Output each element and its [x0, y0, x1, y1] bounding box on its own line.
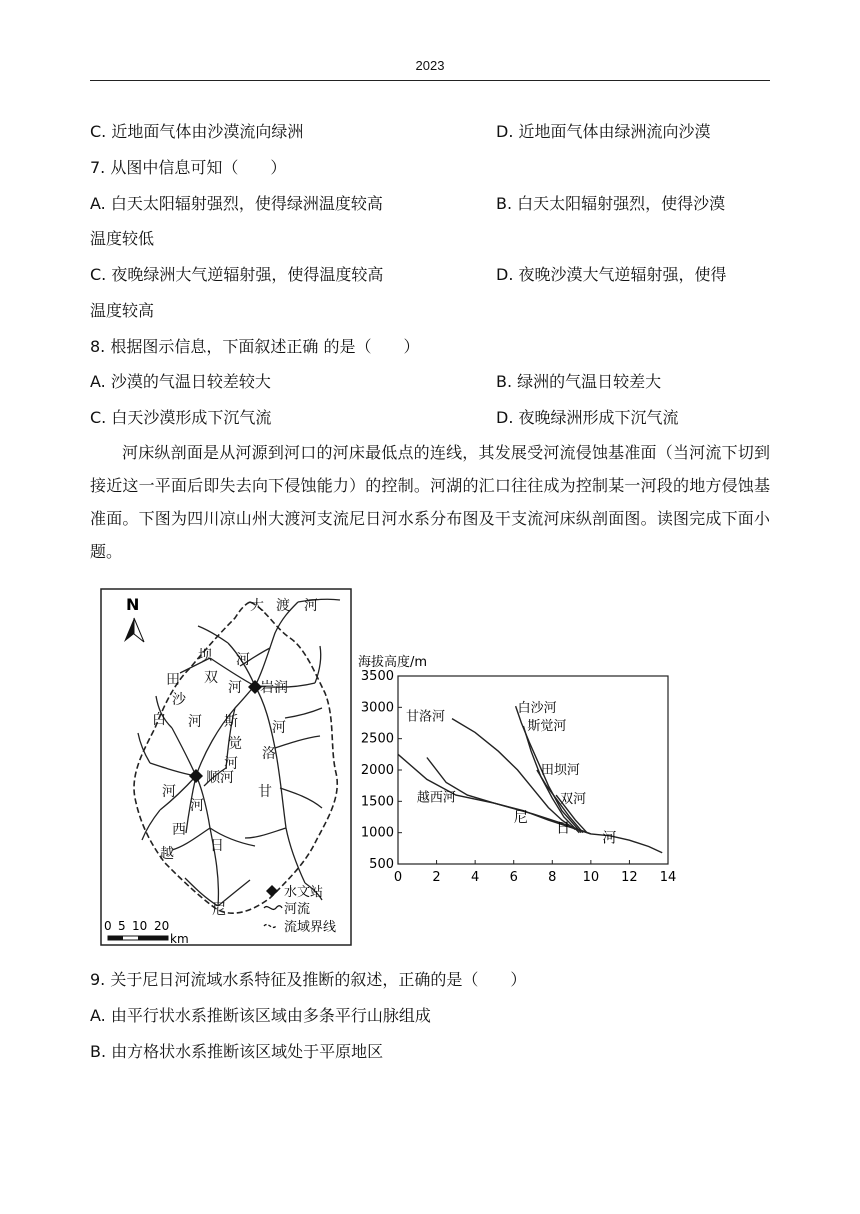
y-tick-label: 3500 [360, 669, 394, 684]
figure [100, 588, 680, 948]
series-labels [406, 700, 586, 807]
svg-text:河: 河 [162, 784, 176, 800]
x-tick-label: 2 [432, 870, 441, 885]
map-legend [264, 884, 336, 935]
svg-text:河: 河 [228, 680, 242, 696]
svg-text:0: 0 [104, 919, 112, 933]
svg-text:河: 河 [272, 720, 286, 736]
legend-boundary-label: 流域界线 [284, 920, 337, 935]
svg-text:斯: 斯 [224, 714, 238, 730]
q8-option-b: B. 绿洲的气温日较差大 [496, 372, 662, 391]
series-label: 斯觉河 [527, 719, 567, 735]
y-tick-label: 1500 [360, 794, 394, 810]
y-tick-label: 1000 [360, 825, 394, 841]
svg-text:坝: 坝 [198, 648, 212, 664]
q8-stem: 8. 根据图示信息，下面叙述正确 的是（ ） [90, 337, 420, 356]
svg-text:河: 河 [188, 714, 202, 730]
svg-text:河: 河 [224, 756, 238, 772]
x-tick-label: 0 [393, 870, 403, 885]
x-tick-label: 4 [471, 870, 480, 885]
series-label: 越西河 [416, 790, 456, 806]
svg-text:顺河: 顺河 [206, 770, 234, 786]
x-tick-label: 14 [659, 870, 677, 885]
legend-river-icon [264, 906, 282, 910]
x-tick-label: 8 [548, 870, 557, 885]
svg-text:西: 西 [172, 822, 186, 838]
chart-annotations [514, 810, 617, 847]
svg-text:尼: 尼 [212, 902, 226, 918]
svg-text:越: 越 [160, 846, 174, 862]
reading-intro: 河床纵剖面是从河源到河口的河床最低点的连线，其发展受河流侵蚀基准面（当河流下切到接近这一平面后即失去向下侵蚀能力）的控制。河湖的汇口往往成为控制某一河段的地方侵蚀基准面。下图为四川凉山州大渡河支流尼日河水系分布图及干支流河床纵剖面图。读图完成下面小题。 [90, 443, 770, 561]
profile-chart [358, 654, 676, 885]
svg-text:双: 双 [204, 670, 218, 686]
y-tick-label: 3000 [360, 700, 394, 716]
chart-annotation: 日 [556, 820, 571, 837]
north-arrow-icon-half [134, 618, 144, 642]
q8-option-c: C. 白天沙漠形成下沉气流 [90, 408, 272, 427]
svg-text:河: 河 [304, 598, 318, 614]
y-tick-label: 2000 [360, 763, 394, 778]
series-label: 白沙河 [517, 701, 557, 717]
chart-annotation: 尼 [513, 810, 528, 827]
series-label: 田坝河 [540, 763, 580, 778]
figure-svg [100, 588, 680, 948]
q8-option-a: A. 沙漠的气温日较差较大 [90, 372, 271, 391]
series-label: 甘洛河 [406, 709, 446, 725]
svg-text:10: 10 [132, 919, 148, 933]
q9-option-b: B. 由方格状水系推断该区域处于平原地区 [90, 1042, 384, 1061]
q6-option-d: D. 近地面气体由绿洲流向沙漠 [496, 122, 711, 141]
q8-option-d: D. 夜晚绿洲形成下沉气流 [496, 408, 679, 427]
scale-bar [104, 919, 189, 946]
svg-text:大: 大 [250, 598, 264, 614]
svg-text:觉: 觉 [228, 736, 242, 752]
q7-option-c: C. 夜晚绿洲大气逆辐射强，使得温度较高 [90, 265, 384, 284]
svg-text:甘: 甘 [258, 784, 272, 800]
y-tick-label: 500 [369, 857, 394, 872]
y-tick-label: 2500 [360, 731, 394, 747]
y-tick-labels [361, 669, 402, 872]
q7-stem: 7. 从图中信息可知（ ） [90, 158, 287, 177]
chart-annotation: 河 [602, 830, 617, 847]
river-map [101, 589, 351, 946]
map-labels [152, 597, 318, 918]
q7-option-b: B. 白天太阳辐射强烈，使得沙漠 [496, 194, 726, 213]
legend-station-icon [266, 885, 278, 897]
svg-text:5: 5 [118, 919, 126, 933]
svg-text:岩润: 岩润 [260, 680, 288, 696]
north-arrow-icon [124, 618, 134, 642]
series-line [523, 726, 579, 833]
q6-option-c: C. 近地面气体由沙漠流向绿洲 [90, 122, 304, 141]
q7-option-d-cont: 温度较高 [90, 301, 155, 320]
chart-ylabel: 海拔高度/m [358, 655, 428, 670]
q7-option-d: D. 夜晚沙漠大气逆辐射强，使得 [496, 265, 727, 284]
series-label: 双河 [560, 792, 587, 808]
svg-text:日: 日 [210, 838, 224, 854]
legend-station-label: 水文站 [284, 885, 324, 900]
svg-text:20: 20 [154, 919, 170, 933]
x-tick-label: 10 [582, 870, 600, 885]
svg-text:白: 白 [152, 712, 166, 728]
q7-option-a: A. 白天太阳辐射强烈，使得绿洲温度较高 [90, 194, 383, 213]
header-rule [90, 80, 770, 81]
q9-option-a: A. 由平行状水系推断该区域由多条平行山脉组成 [90, 1006, 431, 1025]
svg-text:田: 田 [166, 672, 180, 688]
x-tick-label: 6 [509, 870, 518, 885]
x-tick-label: 12 [621, 870, 638, 885]
svg-text:沙: 沙 [172, 692, 186, 708]
svg-text:河: 河 [190, 798, 204, 814]
legend-boundary-icon [264, 925, 276, 928]
svg-text:km: km [170, 932, 189, 946]
svg-text:洛: 洛 [262, 746, 276, 762]
legend-river-label: 河流 [284, 902, 311, 917]
north-label: N [126, 595, 140, 614]
svg-text:渡: 渡 [276, 598, 290, 614]
q9-stem: 9. 关于尼日河流域水系特征及推断的叙述，正确的是（ ） [90, 970, 527, 989]
q7-option-b-cont: 温度较低 [90, 229, 155, 248]
svg-text:河: 河 [236, 652, 250, 668]
page-header-year: 2023 [415, 58, 445, 73]
